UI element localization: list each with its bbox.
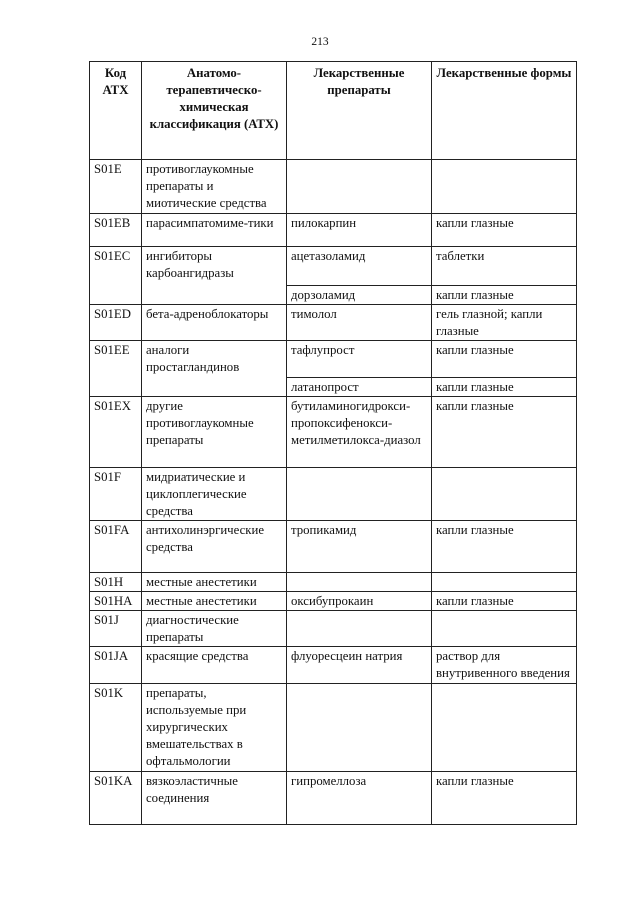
table-row — [90, 247, 577, 286]
row-name: диагностические препараты — [142, 611, 287, 647]
table-row — [90, 684, 577, 772]
header-forms: Лекарственные формы — [432, 62, 577, 160]
row-form — [432, 573, 577, 592]
row-drug — [287, 468, 432, 521]
row-code: S01K — [90, 684, 142, 772]
row-form: капли глазные — [432, 592, 577, 611]
row-code: S01EE — [90, 341, 142, 397]
row-name: бета-адреноблокаторы — [142, 305, 287, 341]
header-drugs: Лекарственные препараты — [287, 62, 432, 160]
row-form: капли глазные — [432, 772, 577, 825]
row-code: S01F — [90, 468, 142, 521]
table-row — [90, 521, 577, 573]
row-drug: тропикамид — [287, 521, 432, 573]
row-drug: гипромеллоза — [287, 772, 432, 825]
row-drug: пилокарпин — [287, 214, 432, 247]
row-code: S01JA — [90, 647, 142, 684]
row-code: S01EX — [90, 397, 142, 468]
row-drug: тимолол — [287, 305, 432, 341]
row-form: капли глазные — [432, 214, 577, 247]
row-name: ингибиторы карбоангидразы — [142, 247, 287, 305]
page-number: 213 — [311, 36, 329, 48]
atx-table — [89, 61, 577, 825]
table-row — [90, 468, 577, 521]
row-code: S01KA — [90, 772, 142, 825]
row-drug — [287, 684, 432, 772]
row-form: таблетки — [432, 247, 577, 286]
row-name: красящие средства — [142, 647, 287, 684]
table-row — [90, 160, 577, 214]
row-form: гель глазной; капли глазные — [432, 305, 577, 341]
table-row — [90, 647, 577, 684]
table-row — [90, 573, 577, 592]
table-row — [90, 397, 577, 468]
row-form: капли глазные — [432, 397, 577, 468]
row-code: S01EB — [90, 214, 142, 247]
row-name: парасимпатомиме-тики — [142, 214, 287, 247]
row-form-2: капли глазные — [432, 286, 577, 305]
row-code: S01FA — [90, 521, 142, 573]
row-drug-2: дорзоламид — [287, 286, 432, 305]
row-form-2: капли глазные — [432, 378, 577, 397]
row-code: S01J — [90, 611, 142, 647]
row-drug: флуоресцеин натрия — [287, 647, 432, 684]
row-form: раствор для внутривенного введения — [432, 647, 577, 684]
row-name: мидриатические и циклоплегические средства — [142, 468, 287, 521]
row-name: другие противоглаукомные препараты — [142, 397, 287, 468]
row-code: S01HA — [90, 592, 142, 611]
row-form: капли глазные — [432, 521, 577, 573]
row-code: S01EC — [90, 247, 142, 305]
header-code: Код АТХ — [90, 62, 142, 160]
row-name: вязкоэластичные соединения — [142, 772, 287, 825]
table-row — [90, 611, 577, 647]
row-drug-2: латанопрост — [287, 378, 432, 397]
row-form: капли глазные — [432, 341, 577, 378]
table-row — [90, 305, 577, 341]
row-name: аналоги простагландинов — [142, 341, 287, 397]
row-name: антихолинэргические средства — [142, 521, 287, 573]
row-drug — [287, 160, 432, 214]
row-drug: бутиламиногидрокси-пропоксифенокси-метилметилоксa-диазол — [287, 397, 432, 468]
row-code: S01ED — [90, 305, 142, 341]
row-drug — [287, 573, 432, 592]
row-form — [432, 160, 577, 214]
row-drug: ацетазоламид — [287, 247, 432, 286]
header-classification: Анатомо-терапевтическо-химическая классификация (АТХ) — [142, 62, 287, 160]
row-code: S01E — [90, 160, 142, 214]
row-drug — [287, 611, 432, 647]
table-row — [90, 592, 577, 611]
table-row — [90, 772, 577, 825]
table-row — [90, 214, 577, 247]
row-name: местные анестетики — [142, 573, 287, 592]
table-header-row — [90, 62, 577, 160]
row-form — [432, 468, 577, 521]
row-form — [432, 611, 577, 647]
row-code: S01H — [90, 573, 142, 592]
table-row — [90, 341, 577, 378]
row-drug: тафлупрост — [287, 341, 432, 378]
row-drug: оксибупрокаин — [287, 592, 432, 611]
row-name: препараты, используемые при хирургических вмешательствах в офтальмологии — [142, 684, 287, 772]
row-name: местные анестетики — [142, 592, 287, 611]
row-form — [432, 684, 577, 772]
row-name: противоглаукомные препараты и миотические средства — [142, 160, 287, 214]
